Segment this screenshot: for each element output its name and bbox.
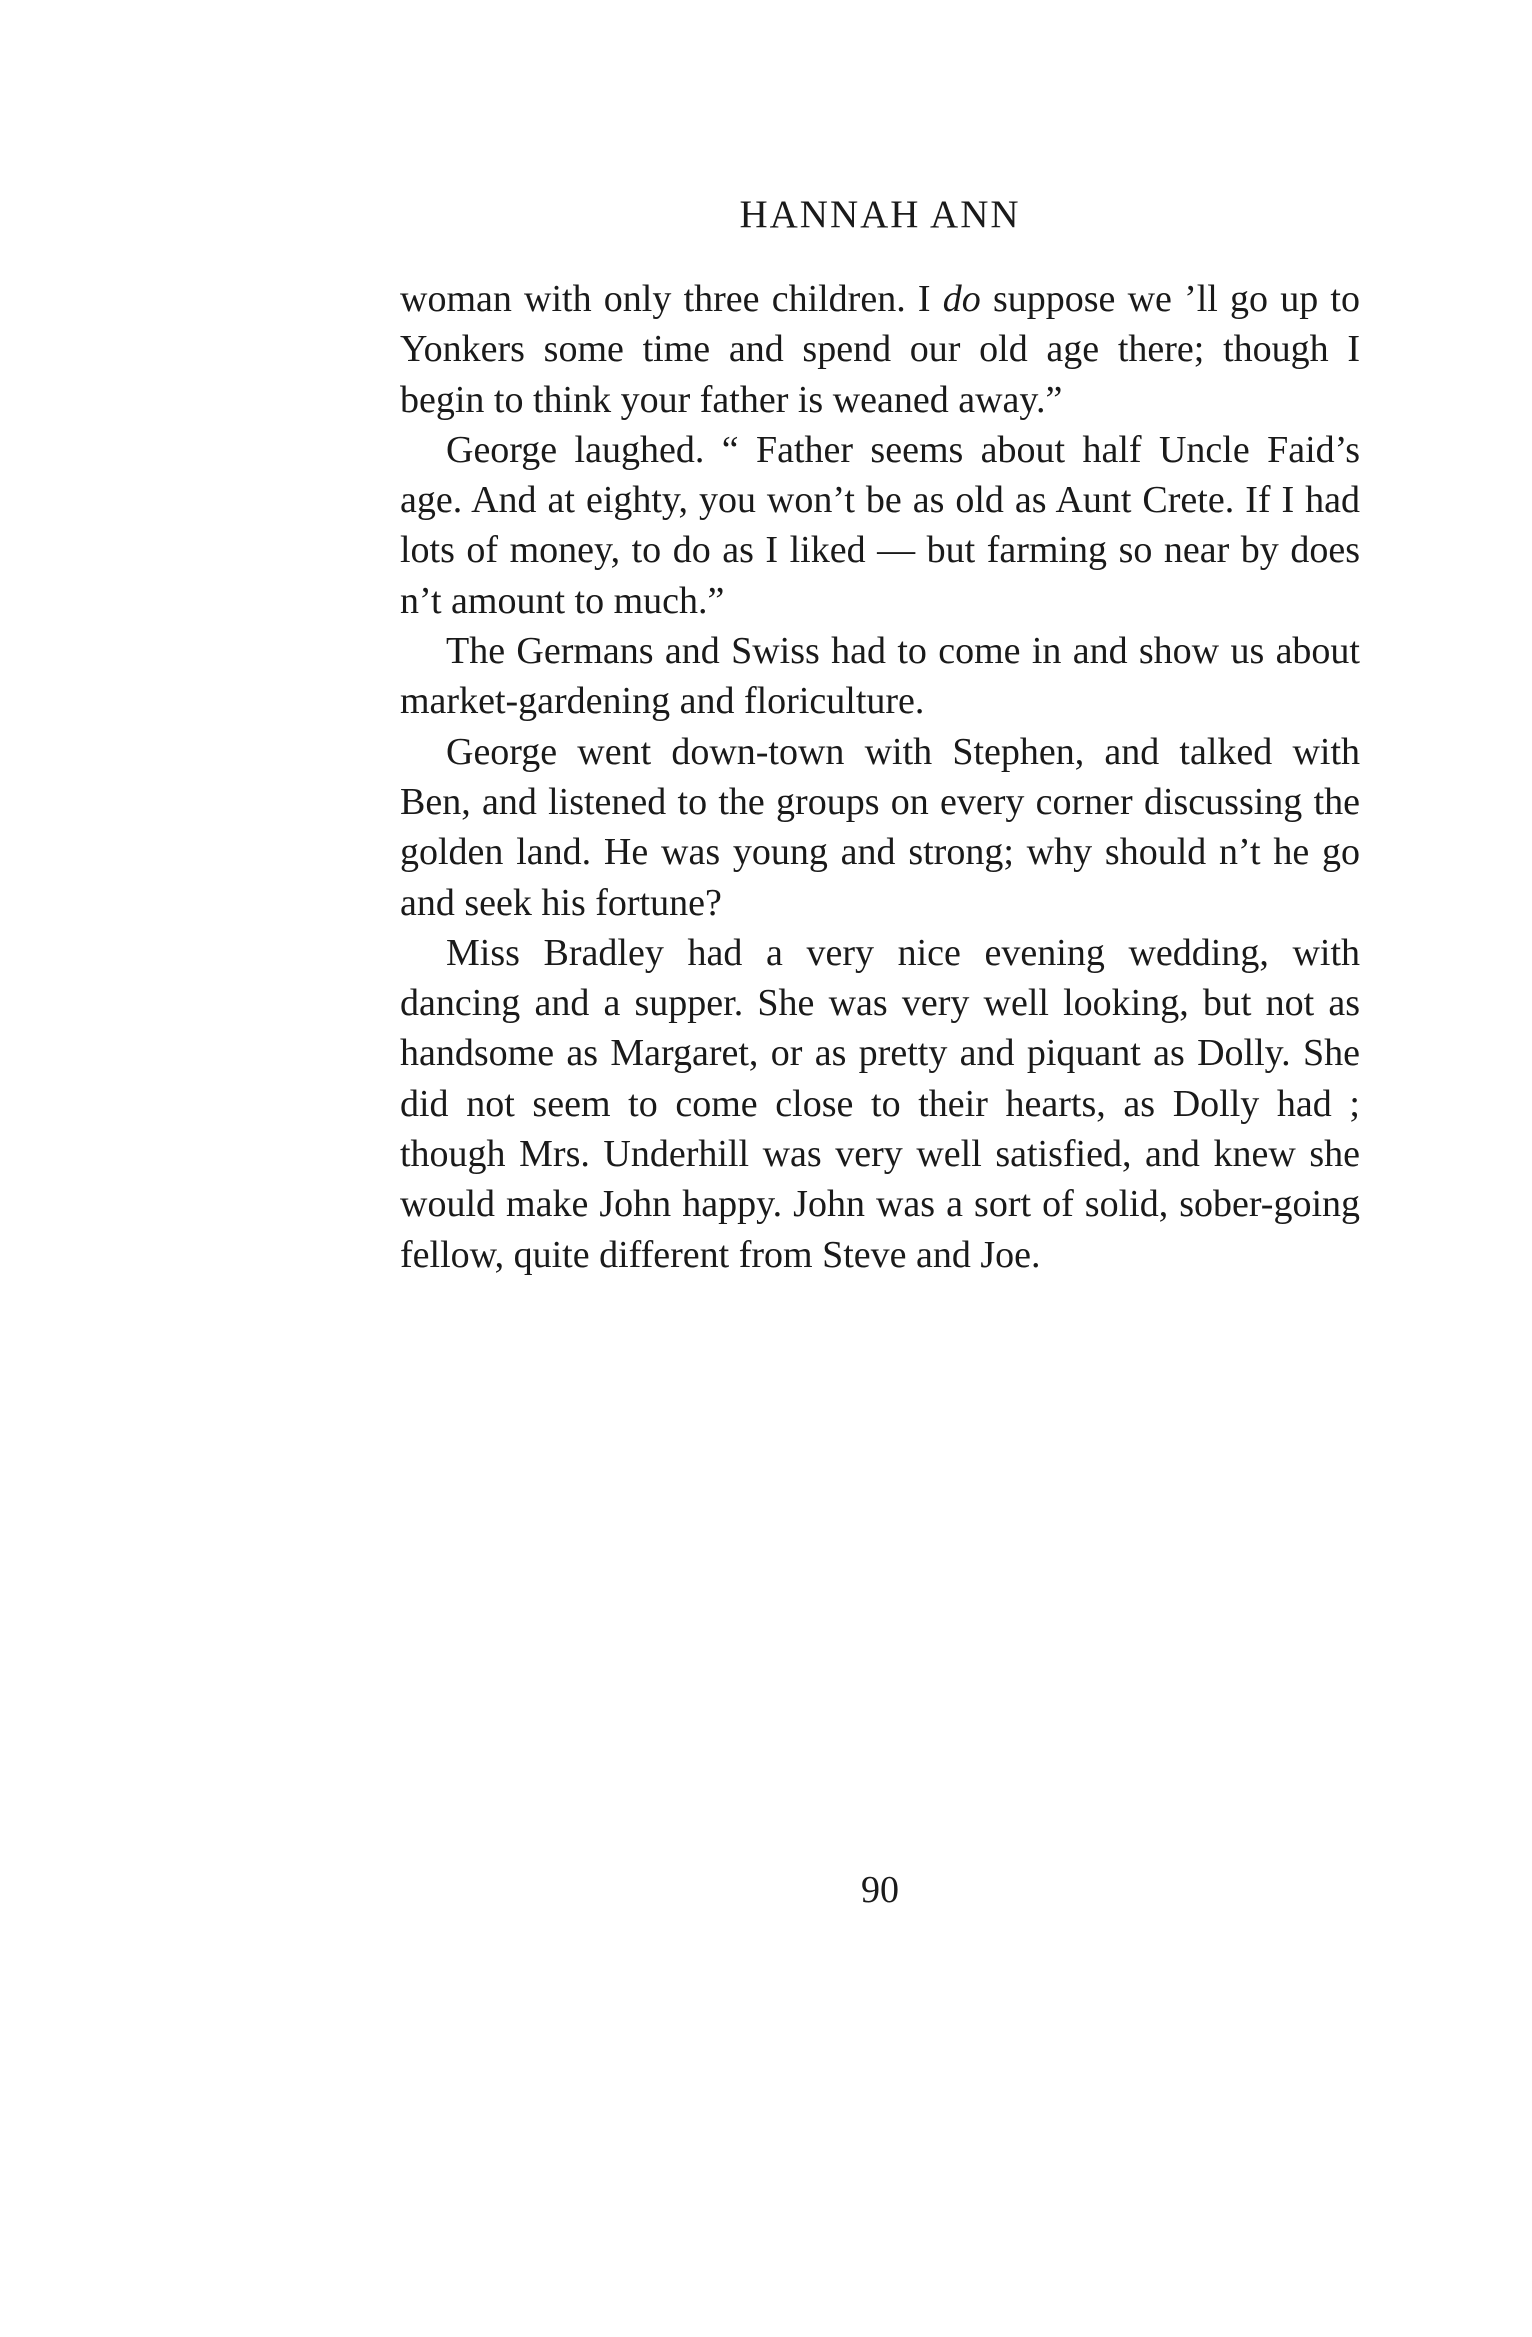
paragraph-1-emphasis: do [942,278,981,320]
paragraph-5: Miss Bradley had a very nice evening wedding, with dancing and a supper. She was very well looking, but not as handsome as Margaret, or as pretty and piquant as Dolly. She did not seem to come close to their hearts, as Dolly had ; though Mrs. Underhill was very well satisfied, and knew she would make John happy. John was a sort of solid, sober-going fellow, quite different from Steve and Joe. [400,931,1360,1276]
paragraph-1-text-before: woman with only three children. I [400,278,943,320]
paragraph-2: George laughed. “ Father seems about half Uncle Faid’s age. And at eighty, you won’t be as old as Aunt Crete. If I had lots of money, to do as I liked — but farming so near by does n’t amount to much.” [400,428,1360,622]
paragraph-1 [400,274,1360,425]
page-number: 90 [861,1869,899,1911]
body-text [400,274,1360,1280]
running-head: HANNAH ANN [739,193,1021,236]
paragraph-3: The Germans and Swiss had to come in and show us about market-gardening and floriculture. [400,630,1360,723]
paragraph-1-text-after: suppose we ’ll go up to Yonkers some time and spend our old age there; though I begin to think your father is weaned away.” [400,278,1360,421]
paragraph-4: George went down-town with Stephen, and talked with Ben, and listened to the groups on every corner discussing the golden land. He was young and strong; why should n’t he go and seek his fortune? [400,730,1360,924]
